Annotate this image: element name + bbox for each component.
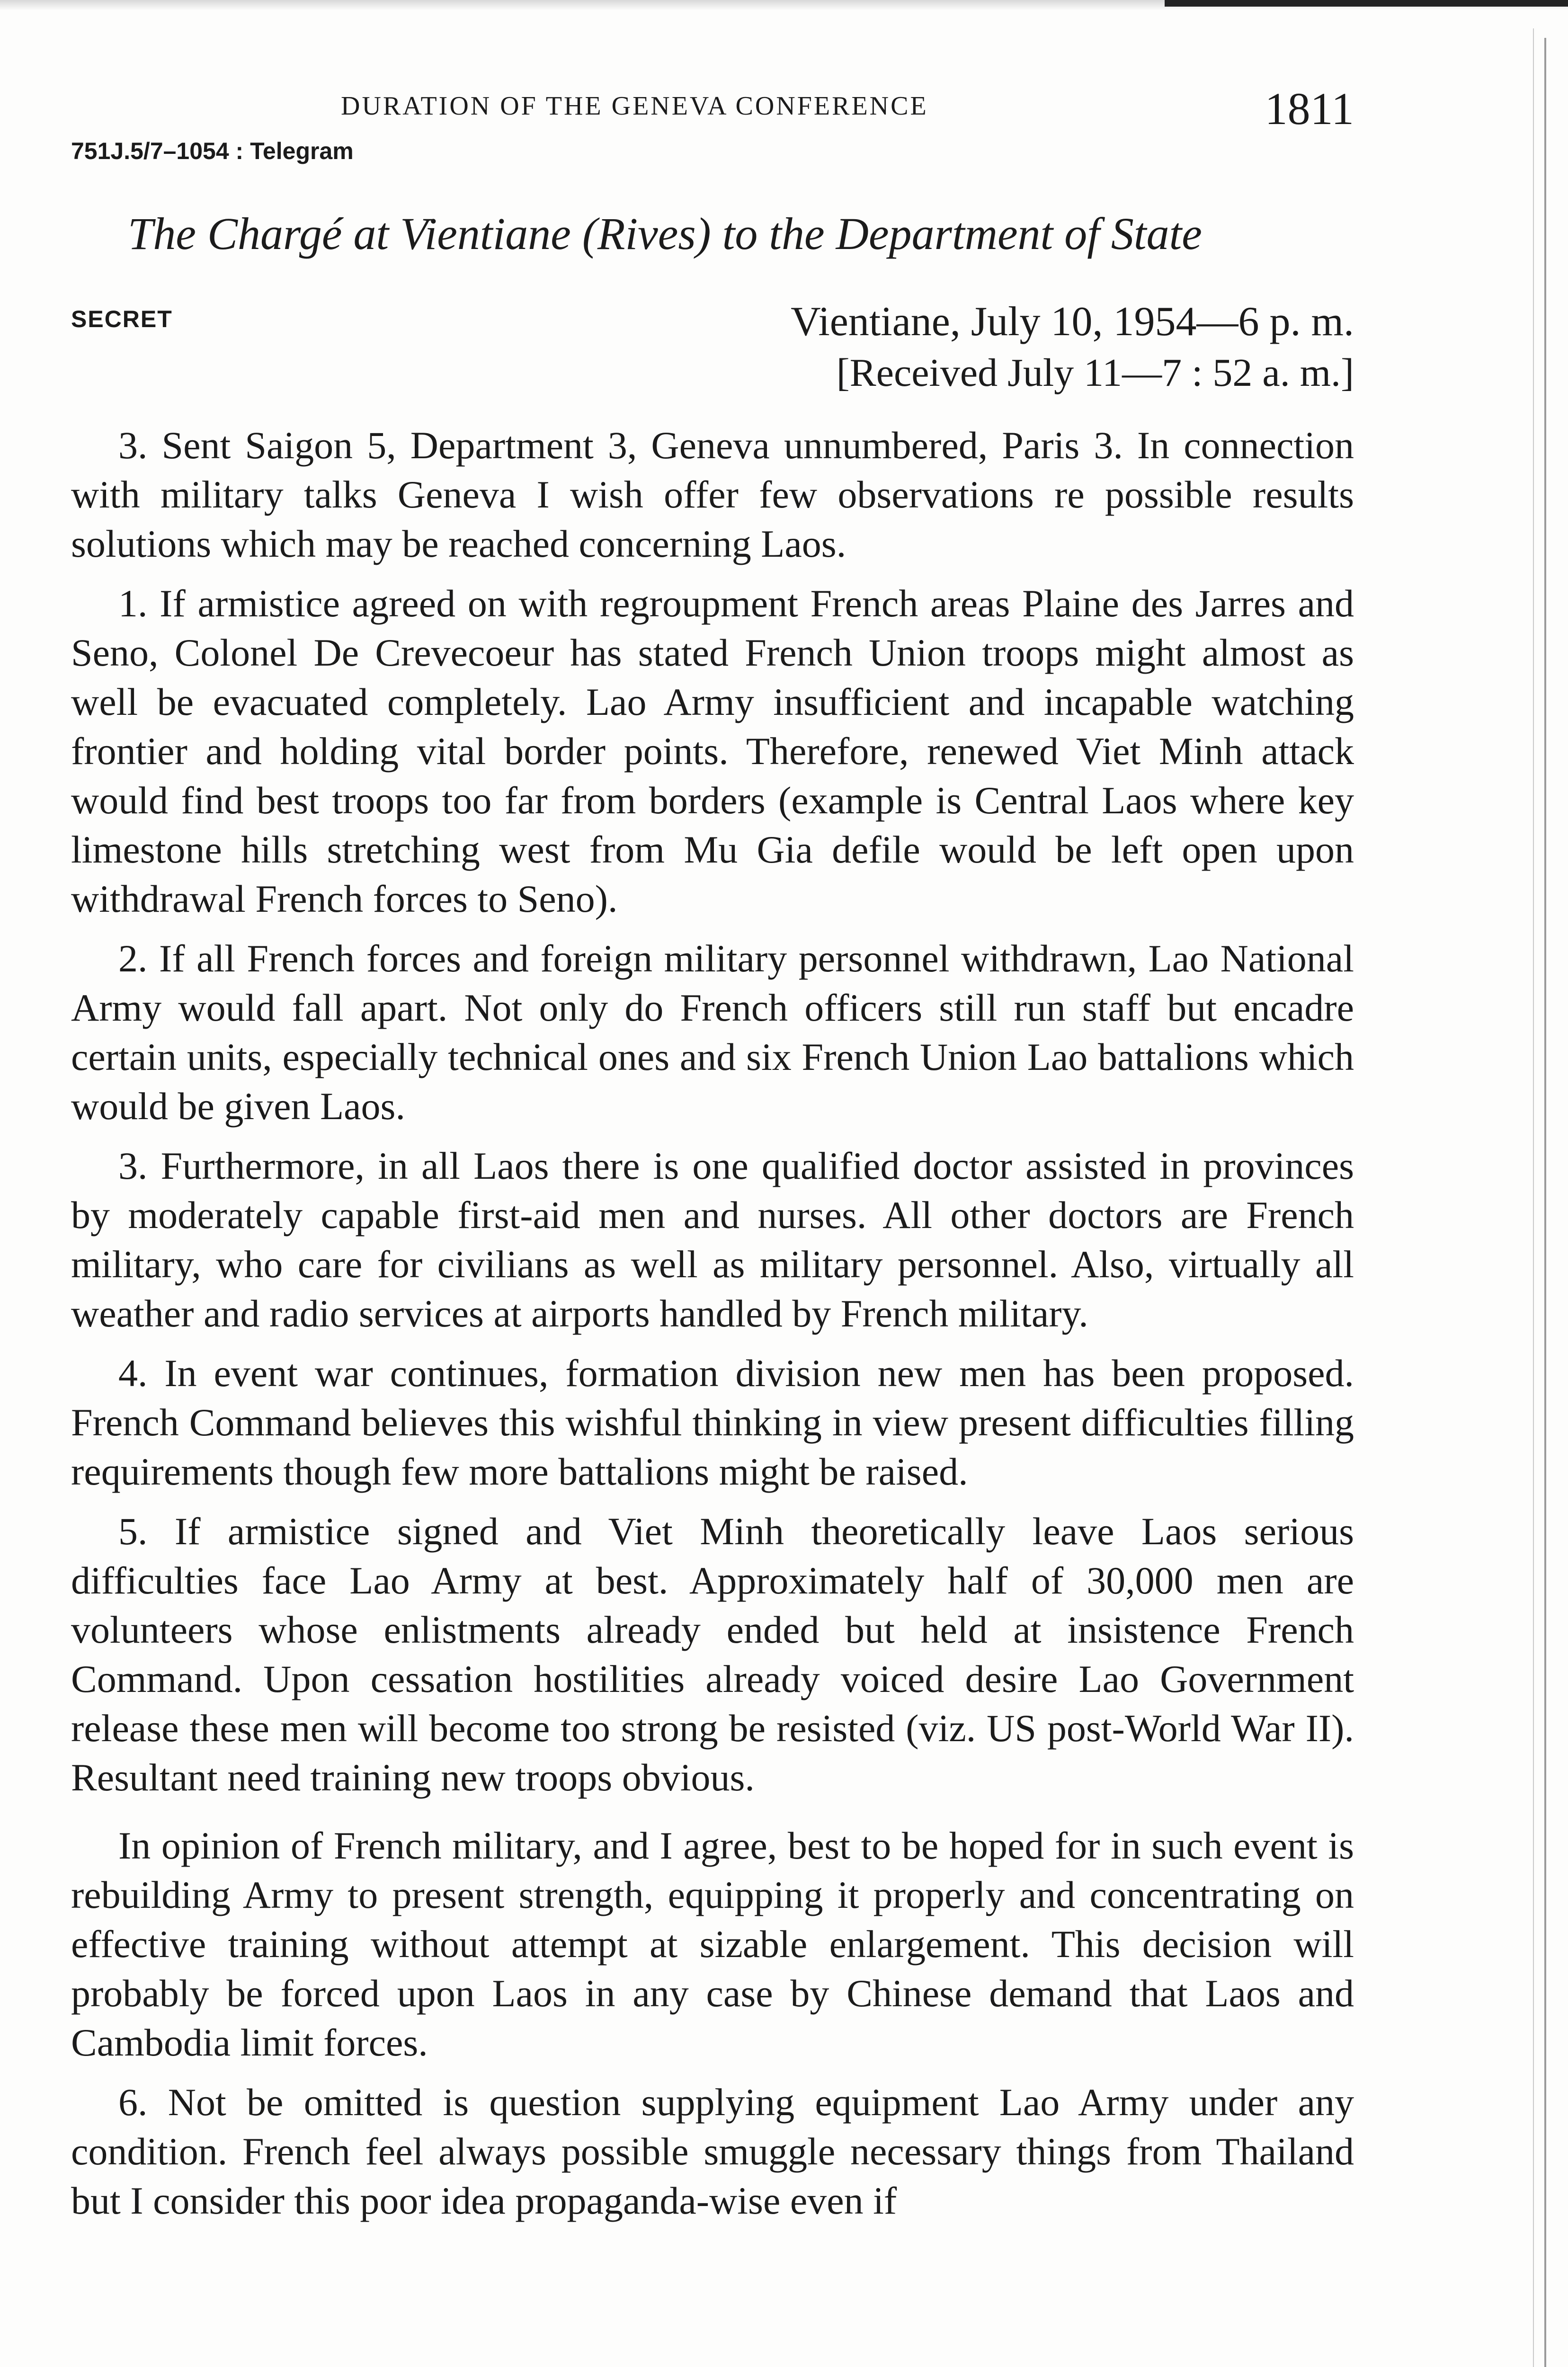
paragraph-1: 1. If armistice agreed on with regroupment French areas Plaine des Jarres and Seno, Colonel De Crevecoeur has stated French Union troops might almost as well be evacuated completely. Lao Army insufficient and incapable watching frontier and holding vital border points. Therefore, renewed Viet Minh attack would find best troops too far from borders (example is Central Laos where key limestone hills stretching west from Mu Gia defile would be left open upon withdrawal French forces to Seno). <box>71 582 1354 920</box>
paragraph-6: 6. Not be omitted is question supplying equipment Lao Army under any condition. French feel always possible smuggle necessary things from Thailand but I consider this poor idea propaganda-wise even if <box>71 2081 1354 2222</box>
telegram-meta <box>71 288 1354 416</box>
classification-label: SECRET <box>71 306 173 332</box>
telegram-body <box>71 421 1354 2225</box>
document-page <box>71 76 1354 2236</box>
paragraph-3: 3. Furthermore, in all Laos there is one qualified doctor assisted in provinces by moderately capable first-aid men and nurses. All other doctors are French military, who care for civilians as well as military personnel. Also, virtually all weather and radio services at airports handled by French military. <box>71 1144 1354 1335</box>
scan-edge-mark <box>1165 0 1568 7</box>
paragraph-opinion: In opinion of French military, and I agree, best to be hoped for in such event is rebuilding Army to present strength, equipping it properly and concentrating on effective training without attempt at sizable enlargement. This decision will probably be forced upon Laos in any case by Chinese demand that Laos and Cambodia limit forces. <box>71 1824 1354 2064</box>
received-line: [Received July 11—7 : 52 a. m.] <box>836 351 1354 395</box>
page-number: 1811 <box>1265 83 1354 134</box>
paragraph-2: 2. If all French forces and foreign military personnel withdrawn, Lao National Army would fall apart. Not only do French officers still run staff but encadre certain units, especially technical ones and six French Union Lao battalions which would be given Laos. <box>71 937 1354 1128</box>
paragraph-5: 5. If armistice signed and Viet Minh theoretically leave Laos serious difficulties face Lao Army at best. Approximately half of 30,000 men are volunteers whose enlistments already ended but held at insistence French Command. Upon cessation hostilities already voiced desire Lao Government release these men will become too strong be resisted (viz. US post-World War II). Resultant need training new troops obvious. <box>71 1510 1354 1799</box>
binding-edge-line <box>1533 28 1534 2367</box>
document-title: The Chargé at Vientiane (Rives) to the Department of State <box>128 208 1202 259</box>
dateline: Vientiane, July 10, 1954—6 p. m. <box>791 299 1354 345</box>
running-title: DURATION OF THE GENEVA CONFERENCE <box>341 91 928 121</box>
paragraph-intro: 3. Sent Saigon 5, Department 3, Geneva unnumbered, Paris 3. In connection with military talks Geneva I wish offer few observations re possible results solutions which may be reached concerning Laos. <box>71 424 1354 565</box>
page-right-edge <box>1544 38 1546 2367</box>
paragraph-4: 4. In event war continues, formation division new men has been proposed. French Command believes this wishful thinking in view present difficulties filling requirements though few more battalions might be raised. <box>71 1352 1354 1493</box>
document-reference: 751J.5/7–1054 : Telegram <box>71 138 354 164</box>
running-header <box>71 76 1354 133</box>
